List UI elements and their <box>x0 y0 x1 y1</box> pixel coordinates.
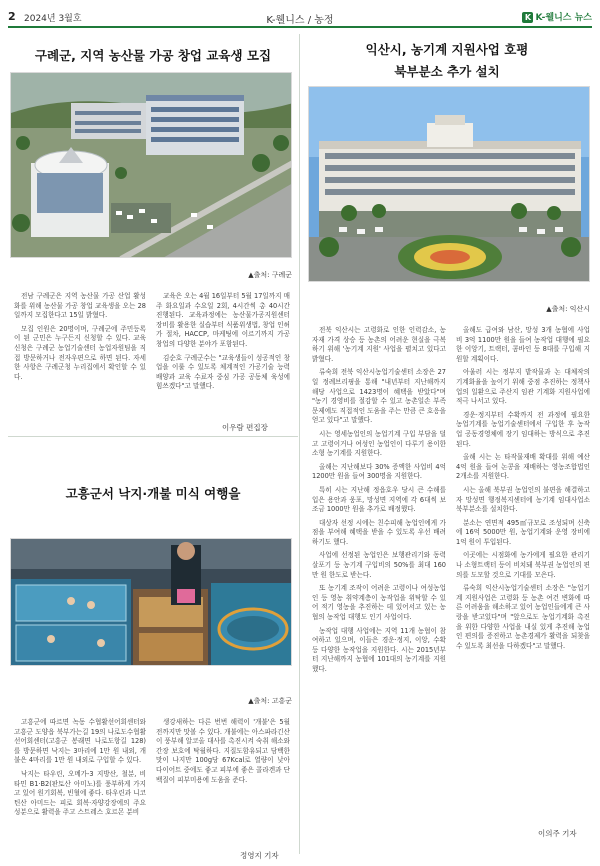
paragraph: 올해는 지난해보다 30% 증액한 사업비 4억 1200만 원을 들여 300명을 지원한다. <box>312 462 446 481</box>
paragraph: 경운·정지부터 수확까지 전 과정에 필요한 농업기계를 농업기술센터에서 구입한 후 농작업 공동경영체에 장기 임대하는 방식으로 추진된다. <box>456 410 590 448</box>
office-headline-line1: 익산시, 농기계 지원사업 호평 <box>365 42 529 57</box>
education-column-2 <box>156 292 290 396</box>
office-column-2 <box>456 326 590 655</box>
paragraph: 시는 영세농업인의 농업기계 구입 부담을 덜고 고령이거나 여성인 농업인이 다루기 용이한 소형 농기계를 지원한다. <box>312 429 446 458</box>
paragraph: 분소는 연면적 495㎡규모로 조성되며 신축에 16억 5000만 원, 농업기계와 운영 장비에 1억 원이 투입된다. <box>456 518 590 546</box>
office-byline: 이의주 기자 <box>538 829 577 838</box>
paragraph: 또 농기계 조작이 어려운 고령이나 여성농업인 등 영농 취약계층이 농작업을 위탁할 수 있어 적기 영농을 추진하는 데 있어서고 있는 농협의 농작업 대행도 인기 사업이다. <box>312 584 446 622</box>
paragraph: 올해 시는 논 타작물재배 확대를 위해 예산 4억 원을 들여 논콩을 재배하는 영농조합법인 2개소를 지원한다. <box>456 453 590 481</box>
paragraph: 사업에 선정된 농업인은 보행관리기와 동력살포기 등 농기계 구입비의 50%를 최대 160만 원 한도로 받는다. <box>312 551 446 579</box>
paragraph: 생강새하는 다른 번번 해력이 '개불'은 5월 전까지만 맛볼 수 있다. 개불에는 아스파라긴산이 풍부해 알코올 대사를 촉진시켜 숙취 해소와 간장 보호에 탁월하다. 지질도함유되고 담백한 맛이 나지만 100g당 67Kcal로 열량이 낮아 다이어트 중에도 좋고 피부에 좋은 콜라겐과 단백질이 피부미용에 도움을 준다. <box>156 718 290 784</box>
logo-mark-icon: K <box>522 12 533 23</box>
paragraph: 전북 익산시는 고령화로 인한 인력감소, 농자재 가격 상승 등 농촌의 어려운 현실을 극복하기 위해 '농기계 지원' 사업을 펼치고 있다고 밝혔다. <box>312 326 446 363</box>
column-divider <box>299 34 300 854</box>
octopus-photo-caption: ▲출처: 고흥군 <box>248 697 292 705</box>
paragraph: 류숙희 익산시농업기술센터 소장은 "농업기계 지원사업은 고령화 등 농촌 여건 변화에 따른 어려움을 해소하고 있어 농업인들에게 큰 사랑을 받고있다"며 "앞으로도 농업기계화 촉진을 위한 다양한 사업을 내실 있게 추진해 농업인 편의를 증진하고 농촌경제가 활력을 되찾을 수 있도록 최선을 다하겠다"고 말했다. <box>456 584 590 650</box>
office-headline-line2: 북부분소 추가 설치 <box>394 64 500 79</box>
paragraph: 농작업 대행 사업에는 지역 11개 농협이 참여하고 있으며, 이들은 경운·정지, 이앙, 수확 등 다양한 농작업을 지원한다. 시는 2015년부터 지난해까지 농협에 101대의 농기계를 지원했다. <box>312 626 446 673</box>
octopus-headline: 고흥군서 낙지·개불 미식 여행을 <box>65 486 241 501</box>
paragraph: 대상자 선정 시에는 친수피해 농업인에게 가점을 부여해 혜택을 받을 수 있도록 우선 배려하기도 했다. <box>312 518 446 546</box>
logo-text: K-웰니스 뉴스 <box>535 13 592 23</box>
education-byline: 이우람 편집장 <box>222 423 268 432</box>
paragraph: 올해도 급여와 남산, 망성 3개 농협에 사업비 3억 1100만 원을 들여 농작업 대행에 필요한 이앙기, 트랙터, 콤바인 등 8대를 구입해 지원할 계획이다. <box>456 326 590 363</box>
gurye-office-aerial-illustration <box>11 73 292 258</box>
article-divider <box>8 436 298 437</box>
paragraph: 고흥군에 따르면 녹동 수협활선어회센터와 고흥군 도양읍 북부가는길 19의 나로도수협활선어회센터(고흥군 봉래면 나로도항길 128)를 방문하면 낙지는 3마리에 1만 원 내외, 개불은 4마리를 1만 원 내외로 구입할 수 있다. <box>14 718 146 765</box>
education-photo-caption: ▲출처: 구례군 <box>248 271 292 279</box>
section-title: K-웰니스 / 농정 <box>266 15 334 26</box>
page-header <box>8 8 592 28</box>
paragraph: 낙지는 타우린, 오메가-3 지방산, 철분, 비타민 B1·B2(판토산 아미노)를 풍부하게 가지고 있어 원기회복, 빈혈에 좋다. 타우린과 니코틴산 아미드는 피로 회복·자양강장에의 주요 성분으로 활력을 주고 스트레스 호르몬 분비 <box>14 769 146 817</box>
iksan-office-building-illustration <box>309 87 590 282</box>
education-photo <box>10 72 292 258</box>
paragraph: 특히 시는 지난해 정읍호우 당시 큰 수해를 입은 용안과 웅포, 망성면 지역에 각 6대씩 보조금 1000만 원을 추가로 배정했다. <box>312 485 446 514</box>
paragraph: 김순호 구례군수는 "교육생들이 성공적인 창업을 이룰 수 있도록 체계적인 가공기술 능력 배양과 교육 수료자 중심 가공 공동체 육성에 힘쓰겠다"고 말했다. <box>156 353 290 391</box>
seafood-market-illustration <box>11 539 292 666</box>
office-column-1 <box>312 326 446 679</box>
octopus-column-1 <box>14 718 146 822</box>
paragraph: 아울러 시는 정부지 밭작물과 논 대체작의 기계화율을 높이기 위해 중점 추진하는 정책사업의 일환으로 주산지 임관 기계화 지원사업에 적극 나서고 있다. <box>456 368 590 406</box>
issue-date: 2024년 3월호 <box>24 14 82 24</box>
education-headline: 구례군, 지역 농산물 가공 창업 교육생 모집 <box>34 48 272 63</box>
octopus-byline: 정영지 기자 <box>240 851 279 860</box>
paragraph: 전남 구례군은 지역 농산물 가공 산업 활성화를 위해 농산물 가공 창업 교육생을 오는 28일까지 모집한다고 15일 밝혔다. <box>14 292 146 320</box>
octopus-photo <box>10 538 292 666</box>
newspaper-logo <box>522 10 592 23</box>
paragraph: 이곳에는 시점화에 농가에게 필요한 관리기나 소형트랙터 등이 비치돼 북부권 농업인의 편의를 도모할 것으로 기대를 모은다. <box>456 551 590 579</box>
paragraph: 류숙희 전북 익산시농업기술센터 소장은 27일 정례브리핑을 통해 "내년부터 지난해까지 해당 사업으로 1423명이 혜택을 받았다"며 "농기 경영비를 절감할 수 있고 농촌일손 부족 문제에도 직접적인 도움을 주는 만큼 큰 호응을 얻고 있다"고 말했다. <box>312 368 446 425</box>
paragraph: 모집 인원은 20명이며, 구례군에 주민등록이 된 군민은 누구든지 신청할 수 있다. 교육 신청은 구례군 농업기술센터 농업자원팀을 직접 방문하거나 전자우편으로 하면 된다. 자세한 사항은 구례군청 누리집에서 확인할 수 있다. <box>14 324 146 381</box>
octopus-column-2 <box>156 718 290 789</box>
education-column-1 <box>14 292 146 386</box>
paragraph: 교육은 오는 4월 16일부터 5월 17일까지 매주 화요일과 수요일 2회, 4시간씩 총 40시간 진행된다. 교육과정에는 농산물가공지원센터 장비를 활용한 실습부터 식품위생법, 창업 인허가 절차, HACCP, 마케팅에 이르기까지 가공 창업의 다양한 분야가 포함된다. <box>156 292 290 348</box>
office-photo-caption: ▲출처: 익산시 <box>546 305 590 313</box>
office-photo <box>308 86 590 282</box>
paragraph: 시는 올해 북부권 농업인의 불편을 해결하고자 망성면 행정복지센터에 농기계 임대사업소 북부분소를 설치한다. <box>456 485 590 514</box>
page-number: 2 <box>8 10 16 23</box>
